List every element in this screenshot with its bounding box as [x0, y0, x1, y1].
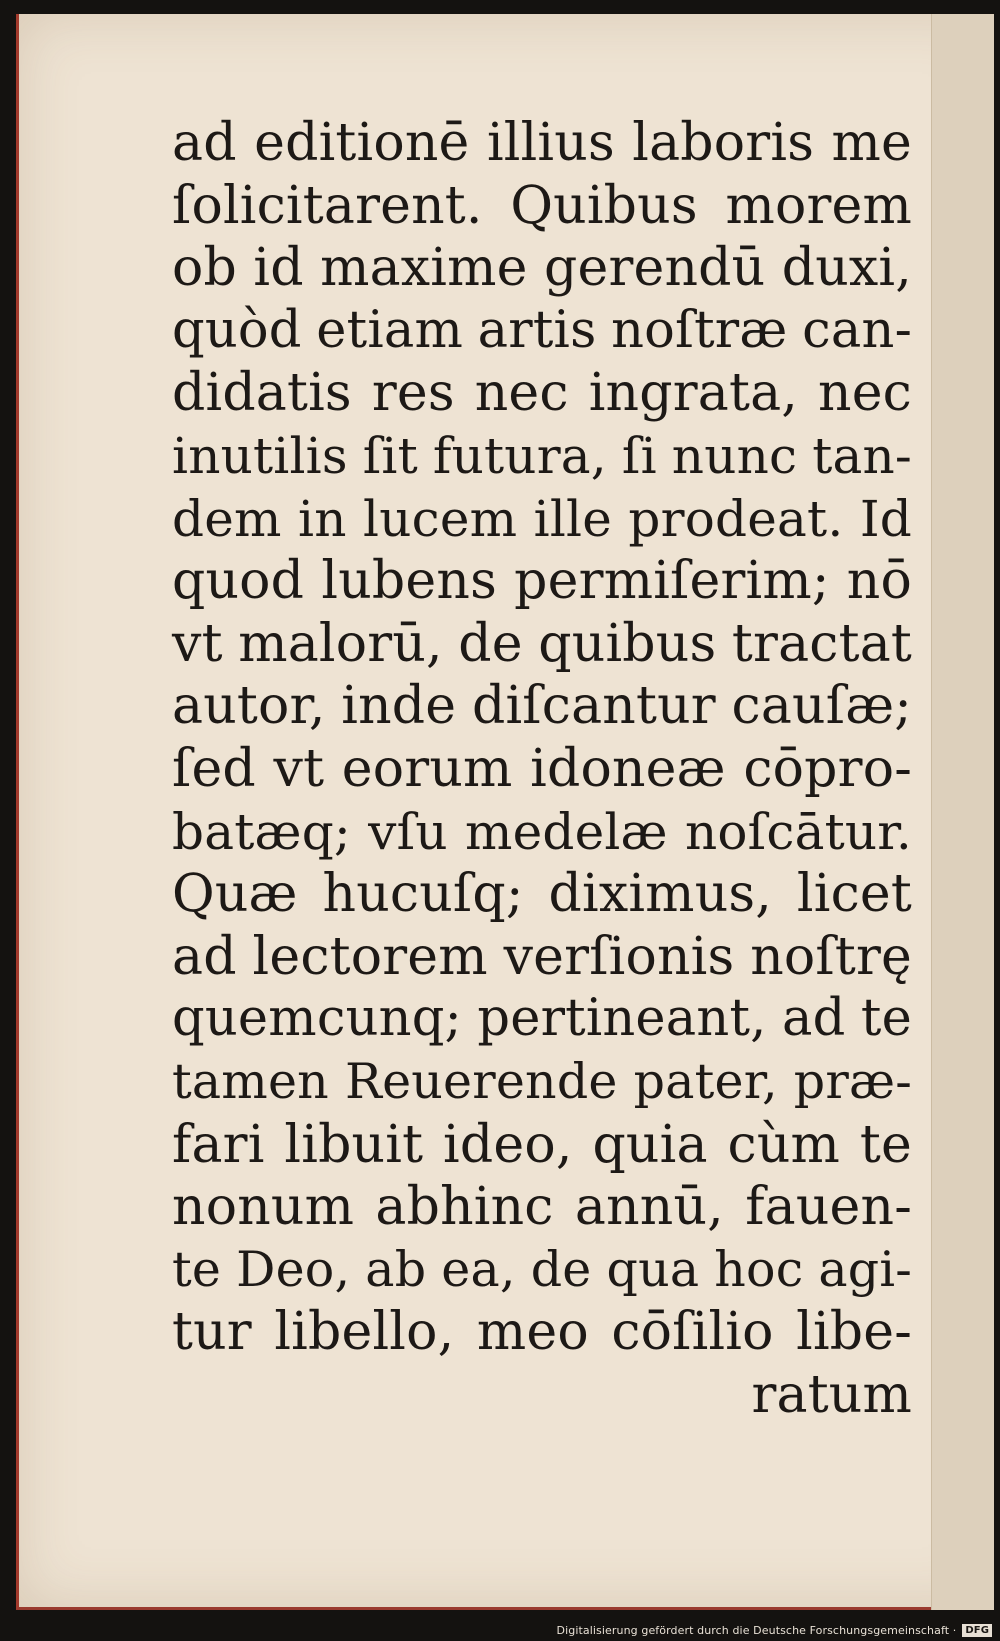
page-edge: [931, 14, 994, 1610]
page-text: [172, 112, 912, 1426]
text-line: ob id maxime gerendū duxi,: [172, 238, 912, 299]
text-line: vt malorū, de quibus tractat: [172, 613, 912, 674]
text-line: dem in lucem ille prodeat. Id: [172, 489, 912, 548]
text-line: ad editionē illius laboris me: [172, 113, 912, 173]
text-line: fari libuit ideo, quia cùm te: [172, 1114, 912, 1175]
text-line: ad lectorem verſionis noſtrę: [172, 926, 912, 987]
text-line: quod lubens permiſerim; nō: [172, 551, 912, 612]
text-line: quòd etiam artis noſtræ can-: [172, 300, 912, 360]
catchword: ratum: [751, 1364, 912, 1425]
text-line: autor, inde diſcantur cauſæ;: [172, 676, 912, 737]
text-line: inutilis ſit futura, ſi nunc tan-: [172, 426, 912, 485]
dfg-logo: DFG: [962, 1624, 992, 1637]
text-line: ſed vt eorum idoneæ cōpro-: [172, 738, 912, 799]
text-line: tamen Reuerende pater, præ-: [172, 1052, 912, 1110]
digitization-credit: [557, 1624, 992, 1637]
text-line: nonum abhinc annū, fauen-: [172, 1177, 912, 1238]
credit-text: Digitalisierung gefördert durch die Deutsche Forschungsgemeinschaft ·: [556, 1624, 957, 1637]
text-line: ſolicitarent. Quibus morem: [172, 175, 912, 236]
text-line: Quæ hucuſq; diximus, licet: [172, 864, 912, 925]
text-line: quemcunq; pertineant, ad te: [172, 989, 912, 1049]
text-line: tur libello, meo cōſilio libe-: [172, 1302, 912, 1363]
text-line: te Deo, ab ea, de qua hoc agi-: [172, 1240, 912, 1298]
text-line: didatis res nec ingrata, nec: [172, 363, 912, 424]
text-line: batæq; vſu medelæ noſcātur.: [172, 802, 912, 861]
